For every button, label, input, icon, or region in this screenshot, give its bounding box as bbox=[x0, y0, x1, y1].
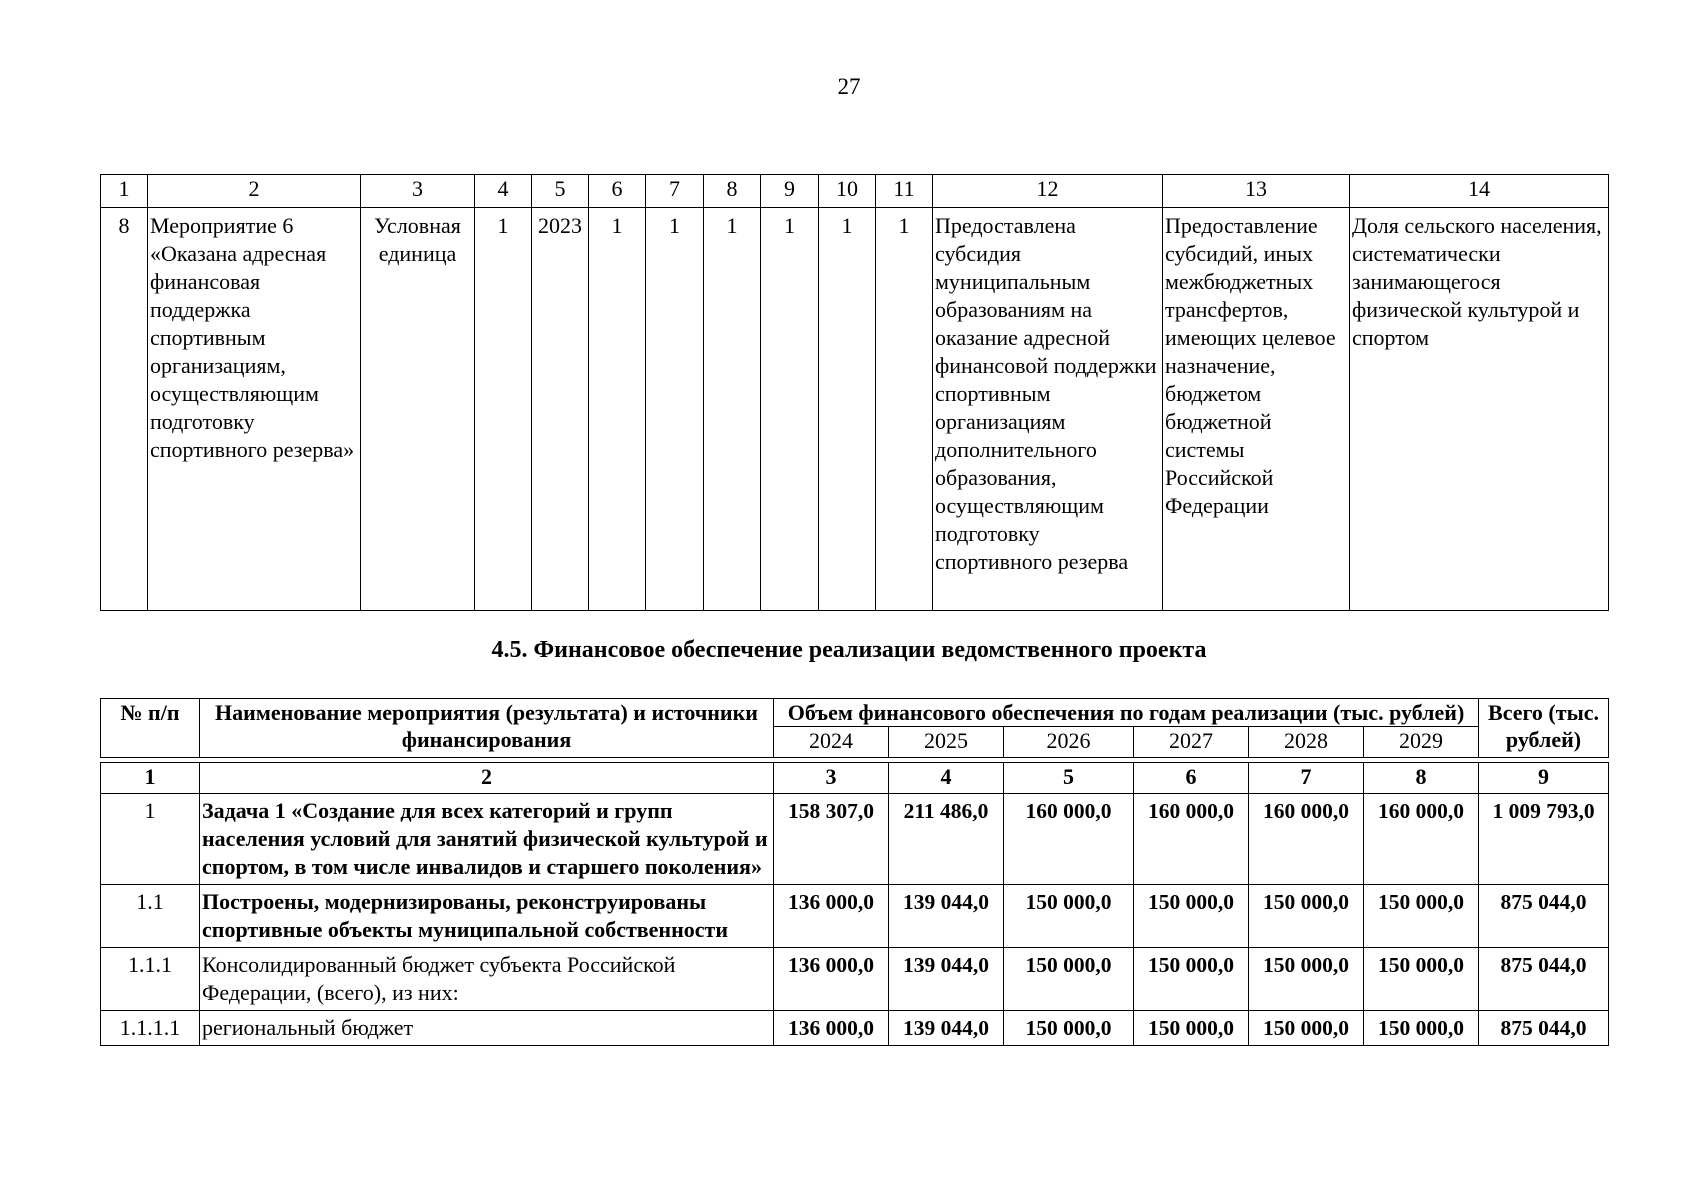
table-row bbox=[101, 885, 1609, 948]
column-number: 1 bbox=[101, 763, 200, 794]
value-2024: 136 000,0 bbox=[774, 948, 889, 1011]
row-index: 1 bbox=[101, 794, 200, 885]
table-row bbox=[101, 1011, 1609, 1046]
value-2029: 150 000,0 bbox=[1364, 1011, 1479, 1046]
header-cell: 9 bbox=[761, 175, 819, 208]
header-cell: 5 bbox=[532, 175, 589, 208]
row-index: 1.1.1.1 bbox=[101, 1011, 200, 1046]
value-2026: 150 000,0 bbox=[1004, 885, 1134, 948]
value-2029: 150 000,0 bbox=[1364, 885, 1479, 948]
linked-indicator: Доля сельского населения, систематически занимающегося физической культурой и спортом bbox=[1350, 208, 1609, 611]
page-number: 27 bbox=[837, 74, 861, 99]
row-name: Задача 1 «Создание для всех категорий и групп населения условий для занятий физической культурой и спортом, в том числе инвалидов и старшего поколения» bbox=[200, 794, 774, 885]
value-2027: 150 000,0 bbox=[1134, 948, 1249, 1011]
column-number: 3 bbox=[774, 763, 889, 794]
value-2027: 150 000,0 bbox=[1134, 885, 1249, 948]
value-total: 875 044,0 bbox=[1479, 948, 1609, 1011]
column-numbers-row bbox=[101, 763, 1609, 794]
value-2025: 139 044,0 bbox=[889, 948, 1004, 1011]
row-name: Построены, модернизированы, реконструированы спортивные объекты муниципальной собственности bbox=[200, 885, 774, 948]
value-total: 875 044,0 bbox=[1479, 1011, 1609, 1046]
indicators-table bbox=[100, 174, 1609, 611]
year-header: 2025 bbox=[889, 727, 1004, 758]
value-cell: 1 bbox=[646, 208, 704, 611]
financing-table bbox=[100, 698, 1609, 1046]
value-2026: 160 000,0 bbox=[1004, 794, 1134, 885]
value-2025: 139 044,0 bbox=[889, 885, 1004, 948]
value-2024: 136 000,0 bbox=[774, 1011, 889, 1046]
year-header: 2028 bbox=[1249, 727, 1364, 758]
value-2024: 136 000,0 bbox=[774, 885, 889, 948]
indicators-header-row bbox=[101, 175, 1609, 208]
year-cell: 2023 bbox=[532, 208, 589, 611]
value-2026: 150 000,0 bbox=[1004, 1011, 1134, 1046]
year-header: 2026 bbox=[1004, 727, 1134, 758]
header-cell: 1 bbox=[101, 175, 148, 208]
table-row bbox=[101, 948, 1609, 1011]
value-cell: 1 bbox=[704, 208, 761, 611]
header-volume: Объем финансового обеспечения по годам реализации (тыс. рублей) bbox=[774, 699, 1479, 727]
header-cell: 14 bbox=[1350, 175, 1609, 208]
header-cell: 13 bbox=[1163, 175, 1350, 208]
table-row bbox=[101, 208, 1609, 611]
value-cell: 1 bbox=[589, 208, 646, 611]
header-cell: 10 bbox=[819, 175, 876, 208]
column-number: 8 bbox=[1364, 763, 1479, 794]
row-number: 8 bbox=[101, 208, 148, 611]
header-cell: 8 bbox=[704, 175, 761, 208]
column-number: 6 bbox=[1134, 763, 1249, 794]
year-header: 2024 bbox=[774, 727, 889, 758]
value-2028: 150 000,0 bbox=[1249, 885, 1364, 948]
header-cell: 6 bbox=[589, 175, 646, 208]
row-name: региональный бюджет bbox=[200, 1011, 774, 1046]
column-number: 5 bbox=[1004, 763, 1134, 794]
value-2028: 150 000,0 bbox=[1249, 948, 1364, 1011]
header-cell: 11 bbox=[876, 175, 933, 208]
header-name: Наименование мероприятия (результата) и источники финансирования bbox=[200, 699, 774, 758]
result-type: Предоставление субсидий, иных межбюджетных трансфертов, имеющих целевое назначение, бюджетом бюджетной системы Российской Федерации bbox=[1163, 208, 1350, 611]
row-name: Консолидированный бюджет субъекта Российской Федерации, (всего), из них: bbox=[200, 948, 774, 1011]
table-row bbox=[101, 794, 1609, 885]
value-2028: 160 000,0 bbox=[1249, 794, 1364, 885]
value-cell: 1 bbox=[819, 208, 876, 611]
year-header: 2027 bbox=[1134, 727, 1249, 758]
value-total: 1 009 793,0 bbox=[1479, 794, 1609, 885]
header-cell: 7 bbox=[646, 175, 704, 208]
value-2027: 150 000,0 bbox=[1134, 1011, 1249, 1046]
value-2024: 158 307,0 bbox=[774, 794, 889, 885]
value-2029: 150 000,0 bbox=[1364, 948, 1479, 1011]
row-index: 1.1.1 bbox=[101, 948, 200, 1011]
value-2026: 150 000,0 bbox=[1004, 948, 1134, 1011]
column-number: 4 bbox=[889, 763, 1004, 794]
value-2025: 139 044,0 bbox=[889, 1011, 1004, 1046]
header-cell: 2 bbox=[148, 175, 361, 208]
value-2028: 150 000,0 bbox=[1249, 1011, 1364, 1046]
value-2027: 160 000,0 bbox=[1134, 794, 1249, 885]
value-cell: 1 bbox=[761, 208, 819, 611]
column-number: 7 bbox=[1249, 763, 1364, 794]
unit-cell: Условная единица bbox=[361, 208, 475, 611]
row-index: 1.1 bbox=[101, 885, 200, 948]
value-2029: 160 000,0 bbox=[1364, 794, 1479, 885]
year-header: 2029 bbox=[1364, 727, 1479, 758]
value-cell: 1 bbox=[475, 208, 532, 611]
header-cell: 3 bbox=[361, 175, 475, 208]
value-cell: 1 bbox=[876, 208, 933, 611]
header-no: № п/п bbox=[101, 699, 200, 758]
measure-name: Мероприятие 6 «Оказана адресная финансовая поддержка спортивным организациям, осуществляющим подготовку спортивного резерва» bbox=[148, 208, 361, 611]
section-title: 4.5. Финансовое обеспечение реализации ведомственного проекта bbox=[491, 637, 1207, 663]
header-cell: 12 bbox=[933, 175, 1163, 208]
value-total: 875 044,0 bbox=[1479, 885, 1609, 948]
value-2025: 211 486,0 bbox=[889, 794, 1004, 885]
result-description: Предоставлена субсидия муниципальным образованиям на оказание адресной финансовой поддержки спортивным организациям дополнительного образования, осуществляющим подготовку спортивного резерва bbox=[933, 208, 1163, 611]
financing-header-row bbox=[101, 699, 1609, 727]
header-cell: 4 bbox=[475, 175, 532, 208]
column-number: 9 bbox=[1479, 763, 1609, 794]
column-number: 2 bbox=[200, 763, 774, 794]
header-total: Всего (тыс. рублей) bbox=[1479, 699, 1609, 758]
